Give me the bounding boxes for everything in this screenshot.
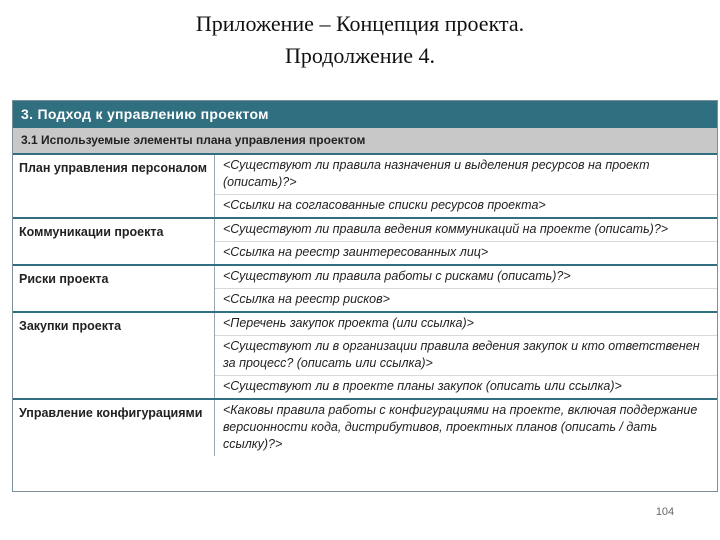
row-item: <Существуют ли правила работы с рисками (описать)?> <box>215 266 717 289</box>
row-label: Коммуникации проекта <box>13 219 215 264</box>
row-label: Закупки проекта <box>13 313 215 398</box>
row-item: <Существуют ли в проекте планы закупок (описать или ссылка)> <box>223 379 622 393</box>
row-item: <Перечень закупок проекта (или ссылка)> <box>215 313 717 336</box>
table-row-configuration <box>13 400 717 456</box>
table-row-procurement <box>13 313 717 400</box>
table-row-staffing <box>13 155 717 219</box>
row-item: <Ссылки на согласованные списки ресурсов проекта> <box>223 198 546 212</box>
page-number: 104 <box>655 506 675 518</box>
slide-title <box>0 8 720 72</box>
subsection-heading: 3.1 Используемые элементы плана управления проектом <box>13 128 717 155</box>
row-item: <Ссылка на реестр заинтересованных лиц> <box>223 245 489 259</box>
row-items <box>215 400 717 456</box>
row-item: <Существуют ли правила назначения и выделения ресурсов на проект (описать)?> <box>215 155 717 195</box>
row-item: <Ссылка на реестр рисков> <box>223 292 390 306</box>
row-items <box>215 219 717 264</box>
row-items <box>215 313 717 398</box>
project-charter-table <box>12 100 718 492</box>
table-row-risks <box>13 266 717 313</box>
table-row-communications <box>13 219 717 266</box>
row-items <box>215 155 717 217</box>
row-item: <Существуют ли в организации правила ведения закупок и кто ответственен за процесс? (описать или ссылка)> <box>215 336 717 376</box>
section-heading: 3. Подход к управлению проектом <box>13 101 717 128</box>
row-items <box>215 266 717 311</box>
row-item: <Каковы правила работы с конфигурациями на проекте, включая поддержание версионности кода, дистрибутивов, проектных планов (описать / дать ссылку)?> <box>223 403 698 451</box>
row-item: <Существуют ли правила ведения коммуникаций на проекте (описать)?> <box>215 219 717 242</box>
slide-title-line-1: Приложение – Концепция проекта. <box>195 11 525 36</box>
row-label: Риски проекта <box>13 266 215 311</box>
row-label: План управления персоналом <box>13 155 215 217</box>
row-label: Управление конфигурациями <box>13 400 215 456</box>
slide-title-line-2: Продолжение 4. <box>284 43 436 68</box>
